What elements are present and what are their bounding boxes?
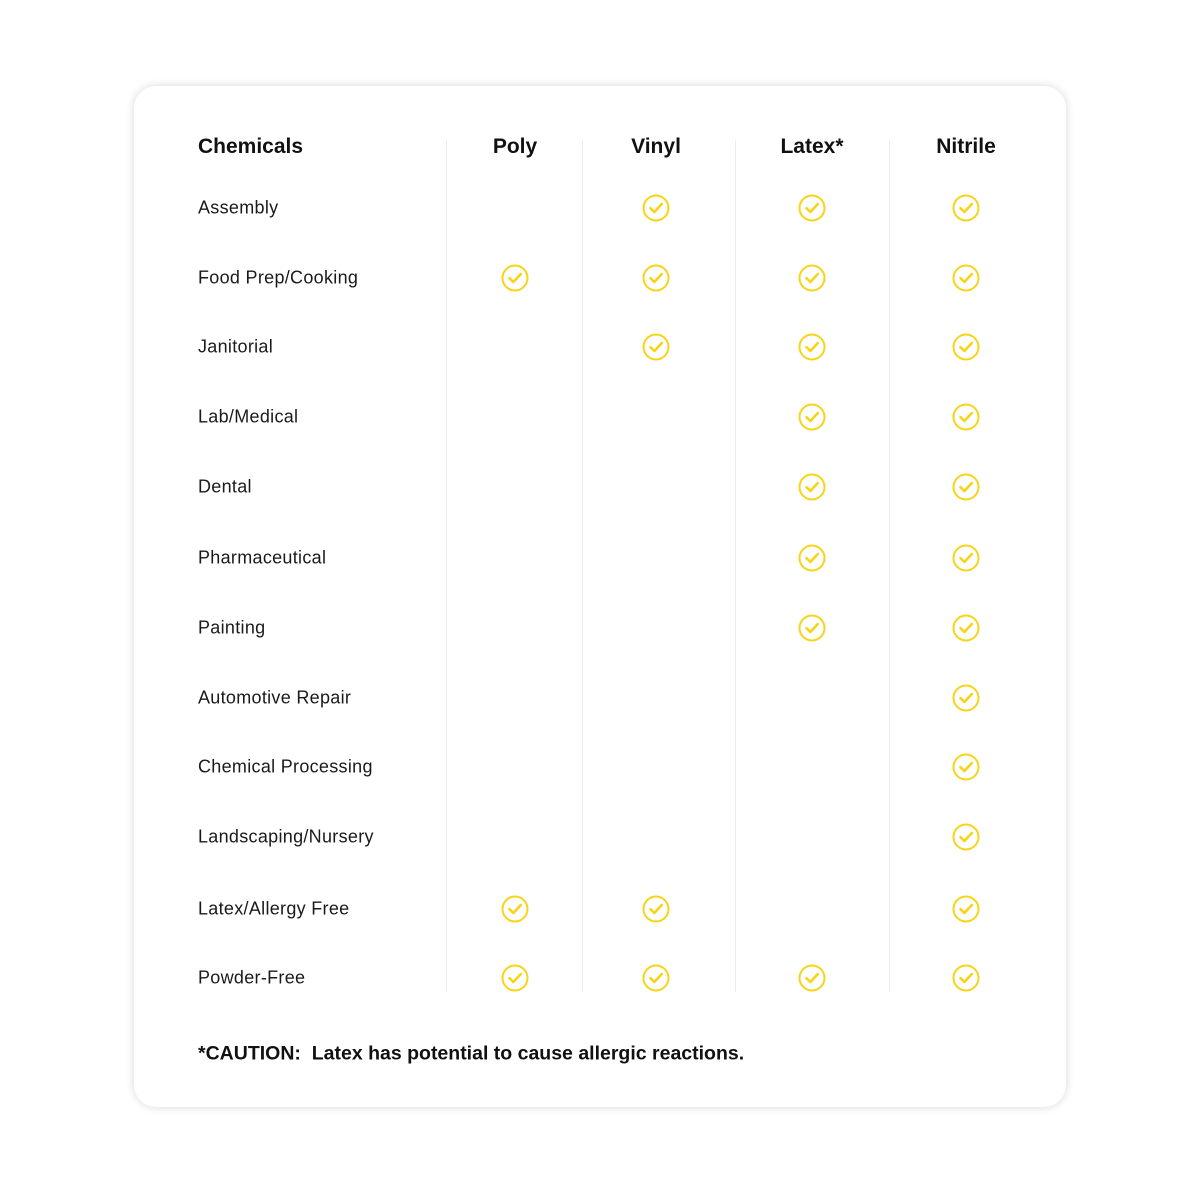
column-divider	[735, 140, 736, 992]
row-label: Painting	[198, 617, 266, 638]
check-circle-icon	[641, 963, 671, 993]
column-divider	[889, 140, 890, 992]
row-label: Automotive Repair	[198, 687, 352, 708]
header-vinyl: Vinyl	[631, 135, 681, 158]
row-label: Powder-Free	[198, 967, 306, 988]
column-divider	[446, 140, 447, 992]
check-circle-icon	[797, 193, 827, 223]
check-circle-icon	[641, 332, 671, 362]
check-circle-icon	[641, 263, 671, 293]
check-circle-icon	[951, 822, 981, 852]
check-circle-icon	[797, 472, 827, 502]
row-label: Food Prep/Cooking	[198, 267, 359, 288]
check-circle-icon	[951, 402, 981, 432]
row-label: Chemical Processing	[198, 756, 373, 777]
check-circle-icon	[951, 894, 981, 924]
row-label: Lab/Medical	[198, 406, 299, 427]
check-circle-icon	[500, 263, 530, 293]
check-circle-icon	[797, 613, 827, 643]
check-circle-icon	[951, 543, 981, 573]
check-circle-icon	[797, 963, 827, 993]
check-circle-icon	[951, 683, 981, 713]
row-label: Pharmaceutical	[198, 547, 327, 568]
check-circle-icon	[641, 193, 671, 223]
check-circle-icon	[641, 894, 671, 924]
check-circle-icon	[951, 963, 981, 993]
check-circle-icon	[951, 263, 981, 293]
check-circle-icon	[951, 193, 981, 223]
row-label: Dental	[198, 476, 252, 497]
comparison-card	[134, 86, 1066, 1107]
check-circle-icon	[500, 963, 530, 993]
row-label: Landscaping/Nursery	[198, 826, 374, 847]
check-circle-icon	[951, 752, 981, 782]
check-circle-icon	[951, 472, 981, 502]
check-circle-icon	[797, 263, 827, 293]
header-latex: Latex*	[780, 135, 844, 158]
row-label: Assembly	[198, 197, 279, 218]
row-label: Latex/Allergy Free	[198, 898, 350, 919]
check-circle-icon	[797, 402, 827, 432]
header-chemicals: Chemicals	[198, 135, 304, 158]
header-nitrile: Nitrile	[936, 135, 996, 158]
check-circle-icon	[951, 332, 981, 362]
row-label: Janitorial	[198, 336, 274, 357]
check-circle-icon	[797, 543, 827, 573]
check-circle-icon	[500, 894, 530, 924]
caution-footnote: *CAUTION: Latex has potential to cause allergic reactions.	[198, 1042, 745, 1065]
column-divider	[582, 140, 583, 992]
header-poly: Poly	[492, 135, 538, 158]
check-circle-icon	[797, 332, 827, 362]
check-circle-icon	[951, 613, 981, 643]
